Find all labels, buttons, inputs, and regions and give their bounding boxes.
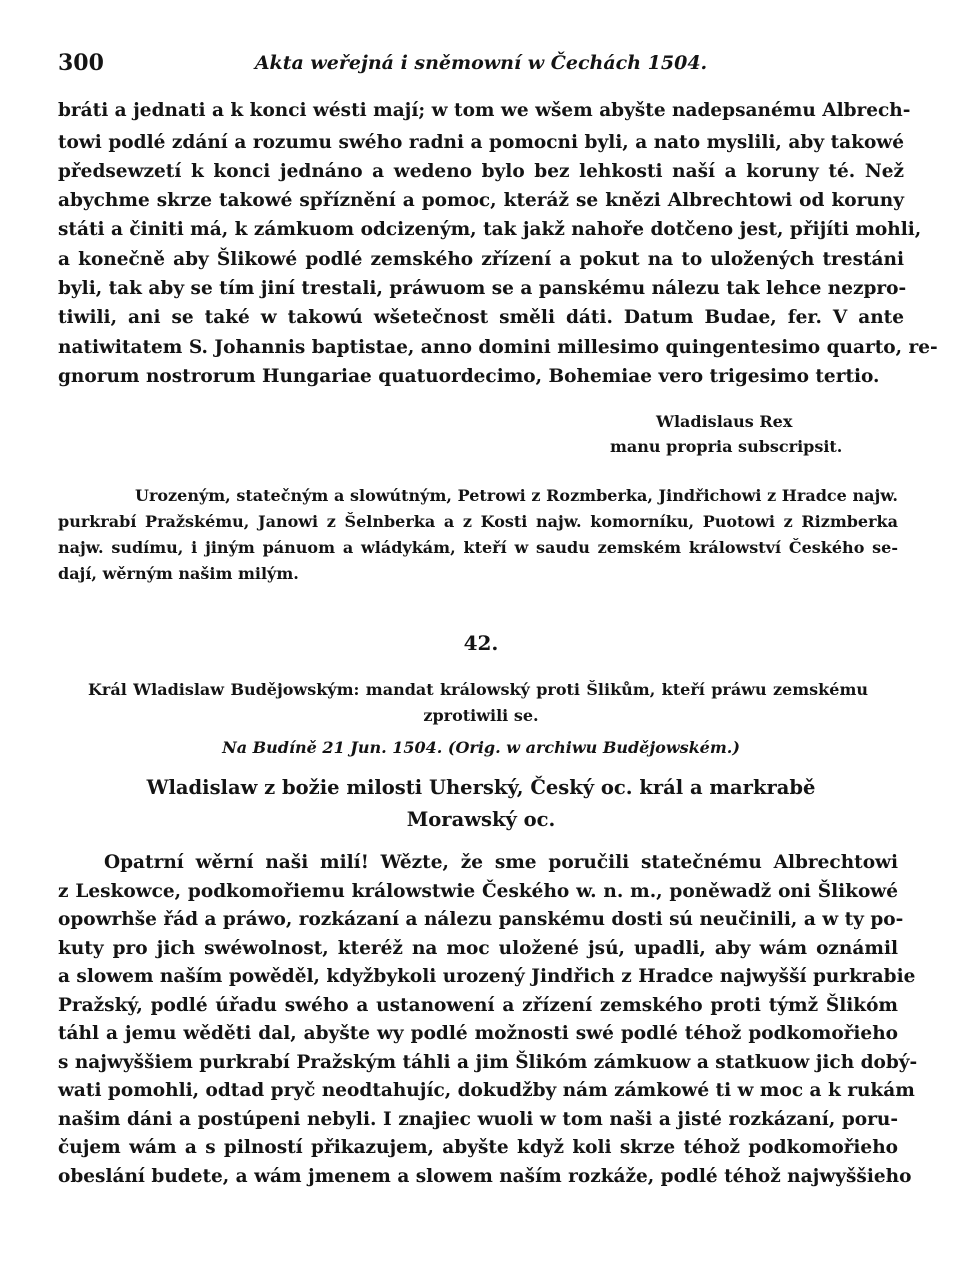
body-line: bráti a jednati a k konci wésti mají; w tom we wšem abyšte nadepsanému Albrech- xyxy=(58,100,911,121)
address-line: najw. sudímu, i jiným pánuom a wládykám, kteří w saudu zemském králowství Českého se- xyxy=(58,538,898,557)
body-line: byli, tak aby se tím jiní trestali, práwuom se a panskému nálezu tak lehce nezpro- xyxy=(58,278,907,299)
running-header xyxy=(58,50,904,82)
text-line: Opatrní wěrní naši milí! Wězte, že sme poručili statečnému Albrechtowi xyxy=(104,852,898,873)
body-line: natiwitatem S. Johannis baptistae, anno domini millesimo quingentesimo quarto, re- xyxy=(58,337,938,358)
body-line: towi podlé zdání a rozumu swého radni a pomocni byli, a nato myslili, aby takowé xyxy=(58,132,904,153)
text-line: opowrhše řád a práwo, rozkázaní a nálezu panskému dosti sú neučinili, a w ty po- xyxy=(58,909,904,930)
summary-line: Král Wladislaw Budějowským: mandat králowský proti Šlikům, kteří práwu zemskému xyxy=(88,680,868,699)
body-line: abychme skrze takowé spříznění a pomoc, kteráž se knězi Albrechtowi od koruny xyxy=(58,190,904,211)
text-line: z Leskowce, podkomořiemu králowstwie Českého w. n. m., poněwadž oni Šlikowé xyxy=(58,881,898,902)
intitulatio-line: Morawský oc. xyxy=(406,808,556,831)
text-line: čujem wám a s pilností přikazujem, abyšte když koli skrze téhož podkomořieho xyxy=(58,1137,898,1158)
body-line: gnorum nostrorum Hungariae quatuordecimo, Bohemiae vero trigesimo tertio. xyxy=(58,366,880,387)
text-line: našim dáni a postúpeni nebyli. I znajiec wuoli w tom naši a jisté rozkázaní, poru- xyxy=(58,1109,898,1130)
address-line: Urozeným, statečným a slowútným, Petrowi z Rozmberka, Jindřichowi z Hradce najw. xyxy=(135,486,898,505)
text-line: s najwyššiem purkrabí Pražským táhli a jim Šlikóm zámkuow a statkuow jich dobý- xyxy=(58,1052,918,1073)
running-title: Akta weřejná i sněmowní w Čechách 1504. xyxy=(254,52,708,74)
text-line: obeslání budete, a wám jmenem a slowem naším rozkáže, podlé téhož najwyššieho xyxy=(58,1166,912,1187)
document-number: 42. xyxy=(463,631,499,655)
signature-name: Wladislaus Rex xyxy=(656,412,793,431)
body-line: a konečně aby Šlikowé podlé zemského zřízení a pokut na to uložených trestáni xyxy=(58,249,904,270)
address-line: purkrabí Pražskému, Janowi z Šelnberka a z Kosti najw. komorníku, Puotowi z Rizmberka xyxy=(58,512,898,531)
text-line: Pražský, podlé úřadu swého a ustanowení a zřízení zemského proti týmž Šlikóm xyxy=(58,995,898,1016)
summary-line: zprotiwili se. xyxy=(423,706,539,725)
signature-note: manu propria subscripsit. xyxy=(610,437,843,456)
intitulatio-line: Wladislaw z božie milosti Uherský, Český oc. král a markrabě xyxy=(146,776,816,799)
body-line: tiwili, ani se také w takowú wšetečnost směli dáti. Datum Budae, fer. V ante xyxy=(58,307,904,328)
page-number: 300 xyxy=(58,50,104,76)
text-line: a slowem naším powěděl, kdyžbykoli urozený Jindřich z Hradce najwyšší purkrabie xyxy=(58,966,916,987)
text-line: wati pomohli, odtad pryč neodtahujíc, dokudžby nám zámkowé ti w moc a k rukám xyxy=(58,1080,915,1101)
text-line: kuty pro jich swéwolnost, kteréž na moc uložené jsú, upadli, aby wám oznámil xyxy=(58,938,898,959)
text-line: táhl a jemu wěděti dal, abyšte wy podlé možnosti swé podlé téhož podkomořieho xyxy=(58,1023,898,1044)
body-line: státi a činiti má, k zámkuom odcizeným, tak jakž nahoře dotčeno jest, přijíti mohli, xyxy=(58,219,922,240)
body-line: předsewzetí k konci jednáno a wedeno bylo bez lehkosti naší a koruny té. Než xyxy=(58,161,904,182)
dateline: Na Budíně 21 Jun. 1504. (Orig. w archiwu Budějowském.) xyxy=(222,738,740,757)
address-line: dají, wěrným našim milým. xyxy=(58,564,299,583)
